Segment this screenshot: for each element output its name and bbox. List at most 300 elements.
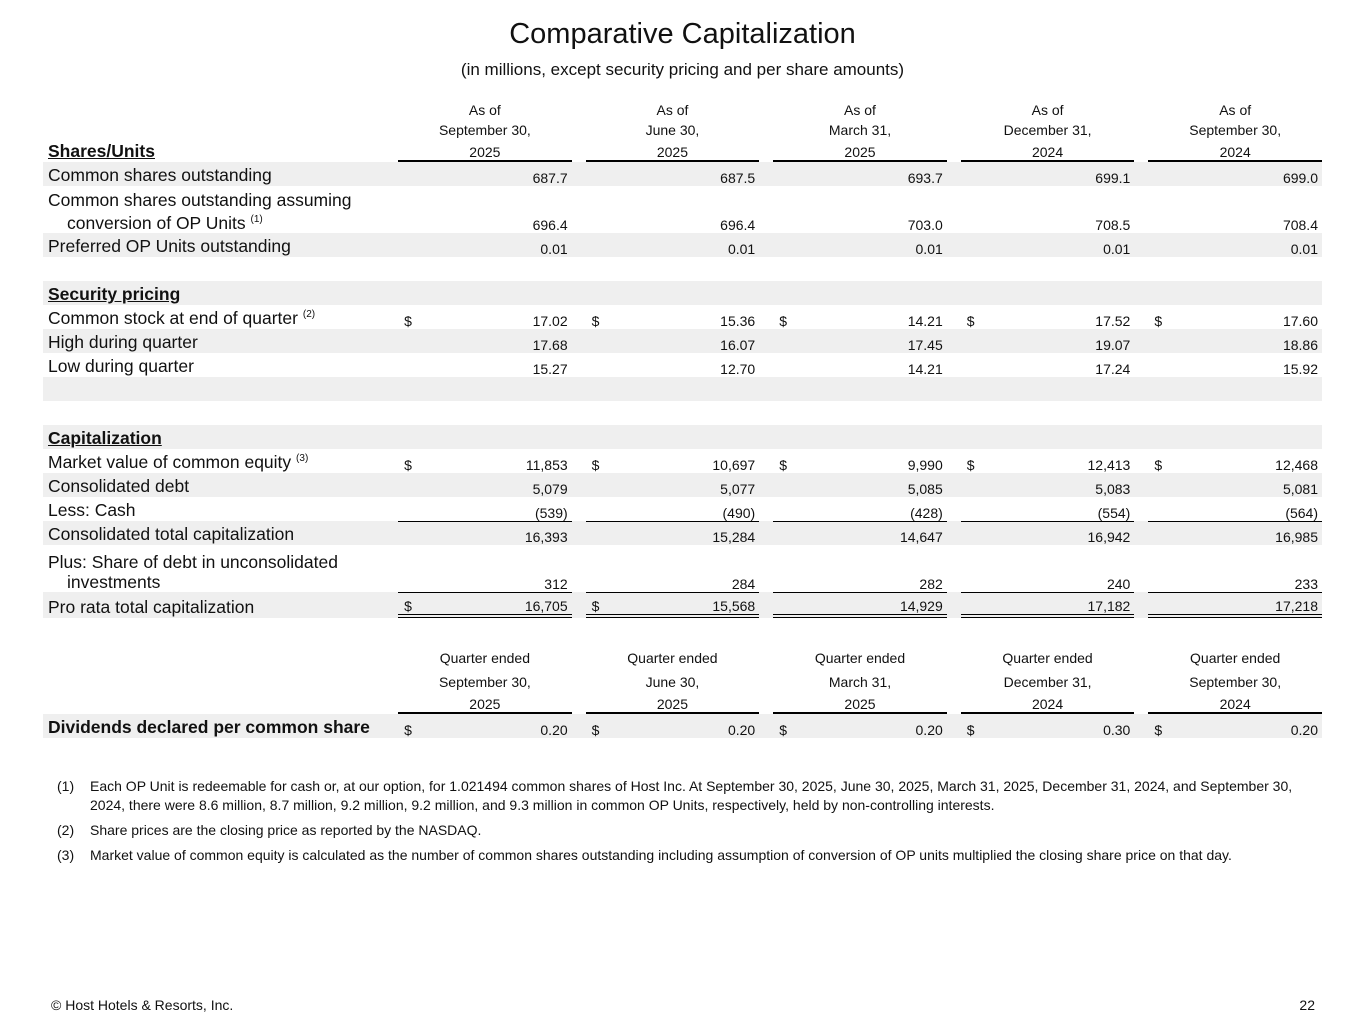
value-cell: [793, 425, 946, 449]
header-label: [43, 96, 398, 118]
currency-cell: $: [591, 313, 600, 329]
row-label: [43, 305, 398, 329]
row-label: [43, 592, 398, 618]
value-cell: 15.27: [532, 361, 568, 377]
currency-cell: [961, 592, 981, 618]
currency-cell: [961, 401, 981, 425]
column-gap: [947, 592, 961, 618]
currency-cell: [1148, 377, 1168, 401]
row-label-line1: Plus: Share of debt in unconsolidated: [48, 552, 338, 572]
currency-cell: [586, 281, 606, 305]
currency-cell: [773, 329, 793, 353]
currency-cell: $: [779, 313, 788, 329]
value-cell: [1168, 281, 1322, 305]
column-header: As of: [656, 102, 689, 118]
value-cell: 693.7: [793, 162, 946, 186]
column-gap: [1134, 305, 1148, 329]
currency-cell: $: [586, 714, 606, 738]
footnote-text: Share prices are the closing price as reported by the NASDAQ.: [90, 822, 482, 838]
currency-cell: [1148, 257, 1168, 281]
column-header: December 31,: [1003, 122, 1092, 138]
currency-cell: [773, 592, 793, 618]
row-label-text: Dividends declared per common share: [48, 717, 370, 737]
value-cell: [418, 257, 571, 281]
value-cell: 0.01: [606, 233, 759, 257]
column-gap: [947, 545, 961, 592]
column-gap: [572, 642, 586, 666]
currency-cell: [398, 545, 418, 592]
header-row: [43, 96, 1322, 118]
column-gap: [947, 473, 961, 497]
column-gap: [759, 353, 773, 377]
row-dividends: [43, 714, 1322, 738]
column-gap: [1134, 449, 1148, 473]
row-label-line2-text: investments: [67, 572, 161, 592]
currency-cell: [586, 545, 606, 592]
currency-cell: $: [591, 457, 600, 473]
column-gap: [947, 714, 961, 738]
column-gap: [759, 138, 773, 162]
copyright: © Host Hotels & Resorts, Inc.: [51, 997, 234, 1013]
column-gap: [947, 690, 961, 714]
currency-cell: [586, 257, 606, 281]
value-cell: [981, 257, 1134, 281]
currency-cell: [398, 473, 418, 497]
currency-cell: [961, 545, 981, 592]
currency-cell: [961, 233, 981, 257]
currency-cell: [398, 618, 418, 642]
column-gap: [947, 497, 961, 521]
header-row: [43, 138, 1322, 162]
column-gap: [1134, 666, 1148, 690]
currency-cell: [398, 281, 418, 305]
footnote: [57, 821, 1322, 840]
value-cell: 16,393: [418, 521, 571, 545]
value-cell: 282: [919, 576, 943, 592]
column-header: 2025: [398, 138, 572, 162]
column-gap: [572, 449, 586, 473]
currency-cell: [1148, 425, 1168, 449]
value-cell: [418, 377, 571, 401]
column-header: Quarter ended: [1002, 650, 1093, 666]
page-title: Comparative Capitalization: [509, 18, 856, 50]
value-cell: 0.20: [1168, 714, 1322, 738]
currency-cell: [773, 618, 793, 642]
spacer-row: [43, 618, 1322, 642]
column-gap: [759, 257, 773, 281]
row-label: [43, 618, 398, 642]
value-cell: 11,853: [525, 457, 568, 473]
value-cell: 703.0: [907, 217, 943, 233]
value-cell: 17.52: [1095, 313, 1131, 329]
value-cell: 687.7: [418, 162, 571, 186]
currency-cell: [961, 497, 981, 521]
currency-cell: [773, 377, 793, 401]
currency-cell: [773, 425, 793, 449]
column-gap: [947, 401, 961, 425]
row-stock-end: [43, 305, 1322, 329]
column-gap: [759, 118, 773, 138]
header-row: [43, 118, 1322, 138]
value-cell: 5,079: [418, 473, 571, 497]
value-cell: 708.5: [1095, 217, 1131, 233]
value-cell: [981, 281, 1134, 305]
value-cell: 9,990: [907, 457, 943, 473]
column-gap: [1134, 138, 1148, 162]
column-gap: [1134, 618, 1148, 642]
column-gap: [947, 425, 961, 449]
currency-cell: [398, 233, 418, 257]
currency-cell: [961, 618, 981, 642]
column-gap: [947, 257, 961, 281]
row-label-text: Capitalization: [48, 428, 162, 448]
column-gap: [572, 666, 586, 690]
column-header: 2024: [1148, 138, 1322, 162]
header-label: [43, 642, 398, 666]
value-cell: 284: [731, 576, 756, 592]
currency-cell: [773, 545, 793, 592]
value-cell: 17.24: [1095, 361, 1131, 377]
column-gap: [1134, 329, 1148, 353]
value-cell: 12,413: [1087, 457, 1131, 473]
currency-cell: [961, 353, 981, 377]
header-label: [43, 690, 398, 714]
currency-cell: [586, 233, 606, 257]
footnote-number: (1): [57, 778, 75, 794]
column-gap: [759, 449, 773, 473]
column-header: 2025: [398, 690, 572, 714]
value-cell: [418, 281, 571, 305]
column-gap: [947, 305, 961, 329]
value-cell: 14.21: [907, 361, 943, 377]
currency-cell: [586, 497, 606, 521]
spacer-row: [43, 257, 1322, 281]
currency-cell: $: [779, 457, 788, 473]
currency-cell: [398, 353, 418, 377]
column-gap: [572, 186, 586, 233]
column-gap: [1134, 642, 1148, 666]
column-gap: [1134, 545, 1148, 592]
value-cell: 12.70: [720, 361, 756, 377]
value-cell: 233: [1294, 576, 1318, 592]
row-label: [43, 473, 398, 497]
column-header: December 31,: [1003, 674, 1092, 690]
row-high: [43, 329, 1322, 353]
page-number: 22: [1299, 997, 1315, 1013]
currency-cell: [398, 521, 418, 545]
column-gap: [1134, 690, 1148, 714]
column-header: 2024: [961, 690, 1135, 714]
value-cell: 5,077: [606, 473, 759, 497]
currency-cell: $: [773, 714, 793, 738]
footnote-number: (2): [57, 822, 75, 838]
value-cell: 14,647: [793, 521, 946, 545]
value-cell: [418, 618, 571, 642]
currency-cell: [773, 186, 793, 233]
row-consolidated-debt: [43, 473, 1322, 497]
row-label-text: Preferred OP Units outstanding: [48, 236, 291, 256]
currency-cell: $: [966, 313, 975, 329]
value-cell: 10,697: [712, 457, 756, 473]
section-capitalization: [43, 425, 1322, 449]
column-gap: [572, 257, 586, 281]
currency-cell: [1148, 401, 1168, 425]
row-label-line2: [48, 210, 398, 233]
column-gap: [947, 353, 961, 377]
column-gap: [759, 305, 773, 329]
section-security-pricing: [43, 281, 1322, 305]
row-label: [43, 449, 398, 473]
column-gap: [947, 618, 961, 642]
column-header: June 30,: [645, 674, 700, 690]
column-gap: [947, 118, 961, 138]
row-label: [43, 521, 398, 545]
column-gap: [759, 666, 773, 690]
value-cell: 0.01: [1168, 233, 1322, 257]
value-cell: 17.60: [1282, 313, 1318, 329]
value-cell: [1168, 377, 1322, 401]
column-gap: [1134, 425, 1148, 449]
column-gap: [947, 449, 961, 473]
column-header: Quarter ended: [814, 650, 906, 666]
currency-cell: $: [398, 714, 418, 738]
column-gap: [1134, 118, 1148, 138]
column-gap: [1134, 186, 1148, 233]
column-gap: [759, 233, 773, 257]
value-cell: [418, 401, 571, 425]
value-cell: (554): [1097, 505, 1131, 521]
value-cell: [793, 377, 946, 401]
value-cell: 19.07: [981, 329, 1134, 353]
column-gap: [1134, 521, 1148, 545]
footnote: [57, 846, 1322, 865]
column-gap: [572, 353, 586, 377]
footnote-text: Market value of common equity is calculated as the number of common shares outstanding including assumption of conversion of OP units multiplied the closing share price on that day.: [90, 847, 1232, 863]
row-plus-share: [43, 545, 1322, 592]
column-header: Quarter ended: [627, 650, 718, 666]
column-header: Quarter ended: [1190, 650, 1281, 666]
value-cell: [1168, 425, 1322, 449]
footnotes: [57, 777, 1322, 871]
column-gap: [759, 162, 773, 186]
column-header: September 30,: [1189, 122, 1282, 138]
currency-cell: [398, 162, 418, 186]
value-cell: 0.30: [981, 714, 1134, 738]
row-label: [43, 162, 398, 186]
currency-cell: [1148, 233, 1168, 257]
currency-cell: [398, 257, 418, 281]
column-gap: [1134, 96, 1148, 118]
column-header: 2024: [961, 138, 1135, 162]
row-pro-rata: [43, 592, 1322, 618]
column-gap: [1134, 377, 1148, 401]
value-cell: [1168, 401, 1322, 425]
value-cell: 5,085: [793, 473, 946, 497]
column-gap: [947, 329, 961, 353]
row-label: [43, 497, 398, 521]
currency-cell: $: [404, 313, 412, 329]
value-cell: 16,942: [981, 521, 1134, 545]
currency-cell: $: [1148, 714, 1168, 738]
column-gap: [947, 642, 961, 666]
column-gap: [572, 545, 586, 592]
currency-cell: [398, 329, 418, 353]
value-cell: (428): [910, 505, 943, 521]
header-label: [43, 666, 398, 690]
value-cell: 12,468: [1275, 457, 1318, 473]
column-gap: [947, 666, 961, 690]
column-header: As of: [844, 102, 876, 118]
row-label-line2: [48, 572, 398, 592]
column-gap: [1134, 353, 1148, 377]
column-gap: [947, 281, 961, 305]
row-preferred: [43, 233, 1322, 257]
column-gap: [1134, 162, 1148, 186]
column-gap: [572, 592, 586, 618]
column-gap: [1134, 473, 1148, 497]
currency-cell: $: [966, 457, 975, 473]
currency-cell: [586, 401, 606, 425]
header-row: [43, 666, 1322, 690]
currency-cell: $: [586, 592, 606, 618]
currency-cell: $: [398, 592, 418, 618]
value-cell: 0.01: [418, 233, 571, 257]
row-label: [43, 545, 398, 592]
column-header: As of: [1219, 102, 1252, 118]
currency-cell: [773, 521, 793, 545]
column-gap: [947, 162, 961, 186]
currency-cell: [1148, 521, 1168, 545]
column-gap: [572, 473, 586, 497]
page-subtitle: (in millions, except security pricing and per share amounts): [460, 60, 905, 79]
column-gap: [947, 521, 961, 545]
currency-cell: $: [404, 457, 412, 473]
capitalization-table: [43, 96, 1322, 738]
column-header: March 31,: [828, 674, 892, 690]
column-gap: [759, 592, 773, 618]
column-header: September 30,: [1189, 674, 1282, 690]
column-gap: [947, 96, 961, 118]
value-cell: [606, 425, 759, 449]
column-gap: [759, 545, 773, 592]
footnote-text: Each OP Unit is redeemable for cash or, at our option, for 1.021494 common shares of Host Inc. At September 30, 2025, June 30, 2025, March 31, 2025, December 31, 2024, and September 30, 2024, there were 8.6 million, 8.7 million, 9.2 million, 9.2 million, and 9.3 million in common OP Units, respectively, held by non-controlling interests.: [90, 778, 1293, 813]
value-cell: 15.92: [1282, 361, 1318, 377]
value-cell: [418, 425, 571, 449]
currency-cell: [1148, 186, 1168, 233]
value-cell: 0.01: [793, 233, 946, 257]
column-gap: [572, 162, 586, 186]
value-cell: (490): [722, 505, 756, 521]
value-cell: 696.4: [532, 217, 568, 233]
currency-cell: [586, 162, 606, 186]
currency-cell: [398, 425, 418, 449]
value-cell: 699.1: [981, 162, 1134, 186]
currency-cell: [961, 473, 981, 497]
value-cell: 15.36: [720, 313, 756, 329]
currency-cell: [1148, 473, 1168, 497]
column-gap: [759, 473, 773, 497]
currency-cell: [398, 377, 418, 401]
currency-cell: [1148, 497, 1168, 521]
value-cell: [793, 257, 946, 281]
value-cell: [606, 618, 759, 642]
column-gap: [759, 96, 773, 118]
column-header: June 30,: [645, 122, 700, 138]
column-gap: [572, 425, 586, 449]
row-low: [43, 353, 1322, 377]
value-cell: 0.20: [418, 714, 571, 738]
value-cell: [981, 425, 1134, 449]
spacer-row: [43, 401, 1322, 425]
column-gap: [759, 618, 773, 642]
value-cell: [793, 618, 946, 642]
column-header: 2025: [586, 138, 760, 162]
row-label: [43, 425, 398, 449]
currency-cell: [773, 162, 793, 186]
value-cell: 17,218: [1168, 592, 1322, 618]
row-label-text: Low during quarter: [48, 356, 194, 376]
column-gap: [572, 233, 586, 257]
column-header: 2025: [773, 138, 947, 162]
currency-cell: $: [1154, 313, 1163, 329]
column-gap: [572, 714, 586, 738]
value-cell: [606, 257, 759, 281]
spacer-row: [43, 377, 1322, 401]
value-cell: 15,284: [606, 521, 759, 545]
currency-cell: [773, 353, 793, 377]
column-gap: [759, 497, 773, 521]
value-cell: 696.4: [720, 217, 756, 233]
column-gap: [947, 186, 961, 233]
column-gap: [1134, 497, 1148, 521]
header-row: [43, 690, 1322, 714]
currency-cell: [586, 521, 606, 545]
row-label-text: Market value of common equity: [48, 452, 292, 472]
row-label: [43, 329, 398, 353]
row-less-cash: [43, 497, 1322, 521]
column-header: 2024: [1148, 690, 1322, 714]
column-gap: [759, 690, 773, 714]
row-label: [43, 353, 398, 377]
row-label: [43, 257, 398, 281]
value-cell: [793, 281, 946, 305]
value-cell: 16,705: [418, 592, 571, 618]
row-label: [43, 714, 398, 738]
footnote-ref: (1): [250, 214, 263, 226]
column-header: As of: [1031, 102, 1064, 118]
row-market-value: [43, 449, 1322, 473]
currency-cell: [586, 353, 606, 377]
value-cell: 15,568: [606, 592, 759, 618]
column-gap: [572, 118, 586, 138]
column-gap: [572, 138, 586, 162]
column-gap: [1134, 401, 1148, 425]
currency-cell: [961, 186, 981, 233]
currency-cell: [398, 401, 418, 425]
value-cell: 17,182: [981, 592, 1134, 618]
value-cell: 18.86: [1168, 329, 1322, 353]
column-header: March 31,: [828, 122, 892, 138]
column-gap: [759, 186, 773, 233]
value-cell: [981, 377, 1134, 401]
header-row: [43, 642, 1322, 666]
column-gap: [759, 329, 773, 353]
currency-cell: $: [961, 714, 981, 738]
column-gap: [759, 401, 773, 425]
column-gap: [759, 642, 773, 666]
currency-cell: [773, 281, 793, 305]
value-cell: [1168, 257, 1322, 281]
